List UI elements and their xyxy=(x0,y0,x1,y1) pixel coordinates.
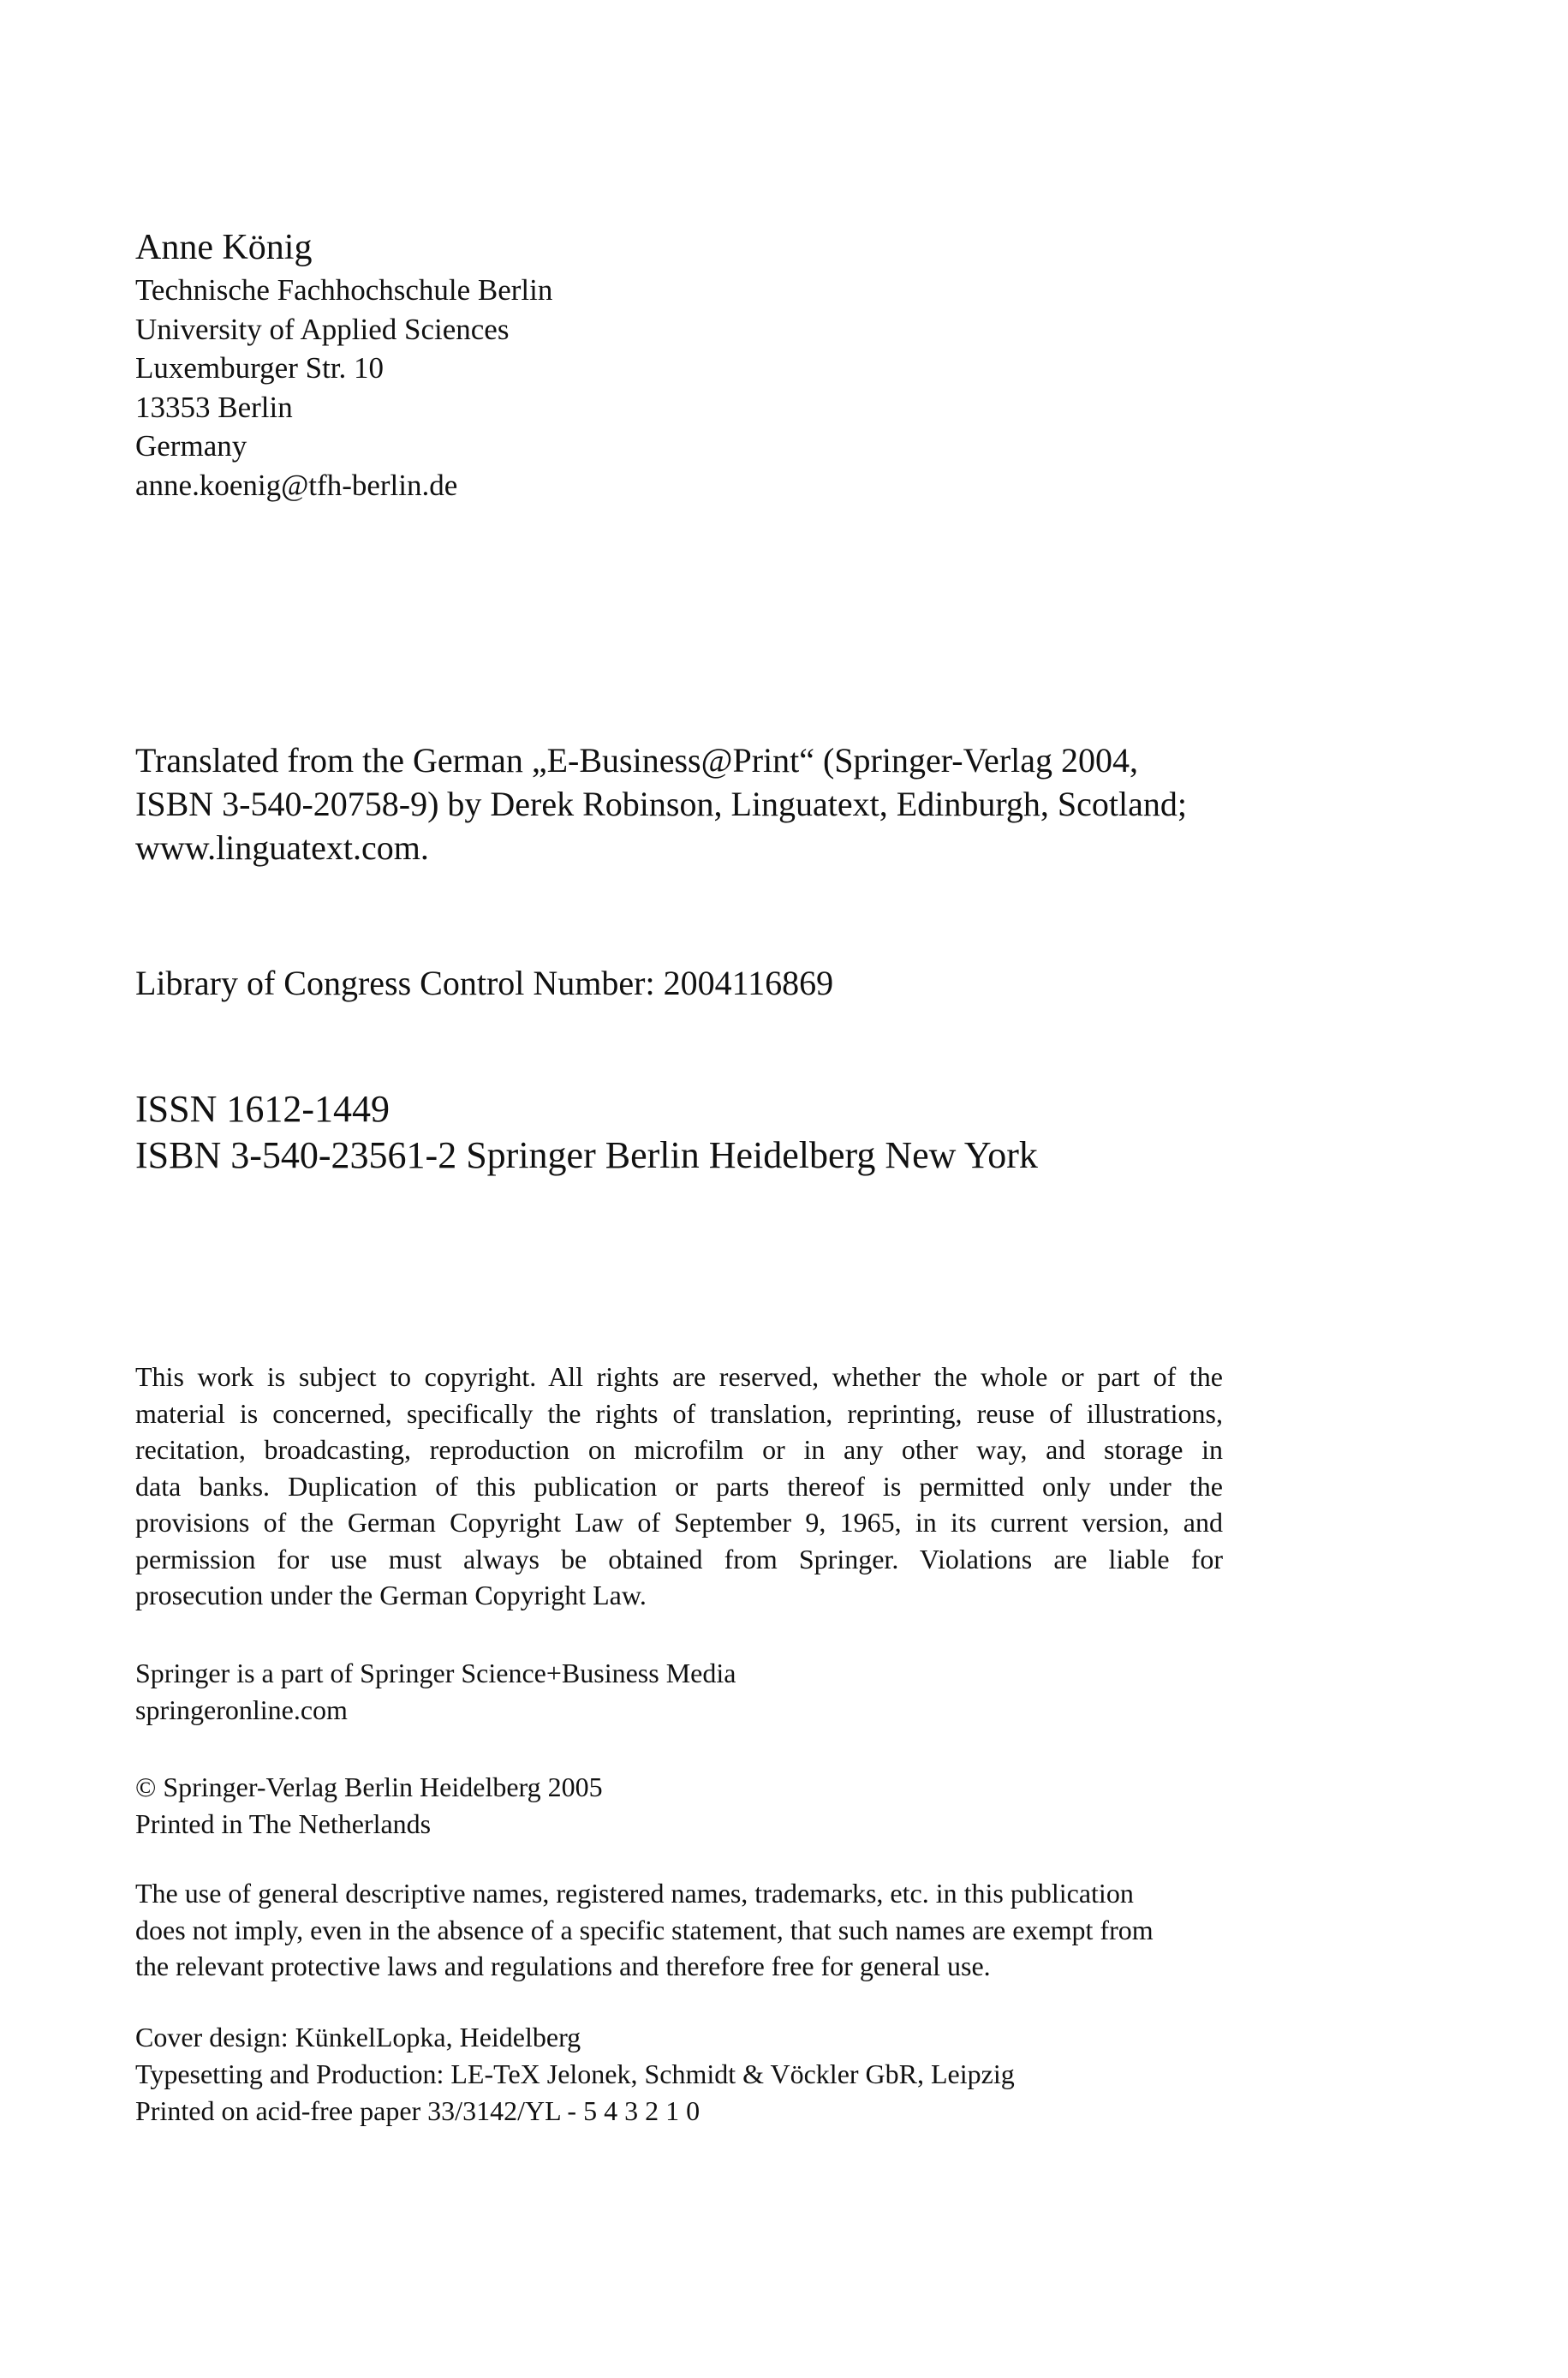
street-address: Luxemburger Str. 10 xyxy=(135,351,385,385)
translation-line: ISBN 3-540-20758-9) by Derek Robinson, Linguatext, Edinburgh, Scotland; xyxy=(135,785,1188,823)
usage-notice xyxy=(135,1875,1154,1985)
springer-info xyxy=(135,1655,736,1728)
translation-line: www.linguatext.com. xyxy=(135,828,429,867)
copyright-line: permission for use must always be obtained from Springer. Violations are liable for xyxy=(135,1543,1223,1574)
author-email: anne.koenig@tfh-berlin.de xyxy=(135,468,458,502)
translation-line: Translated from the German „E-Business@Print“ (Springer-Verlag 2004, xyxy=(135,741,1138,780)
usage-line: does not imply, even in the absence of a specific statement, that such names are exempt from xyxy=(135,1914,1154,1945)
copyright-line: data banks. Duplication of this publication or parts thereof is permitted only under the xyxy=(135,1470,1223,1502)
institution-subtitle: University of Applied Sciences xyxy=(135,312,510,346)
loc-control-number: Library of Congress Control Number: 2004116869 xyxy=(135,964,834,1002)
copyright-line: This work is subject to copyright. All rights are reserved, whether the whole or part of the xyxy=(135,1361,1223,1392)
author-name: Anne König xyxy=(135,228,313,267)
usage-line: The use of general descriptive names, registered names, trademarks, etc. in this publication xyxy=(135,1878,1134,1909)
copyright-line: recitation, broadcasting, reproduction on microfilm or in any other way, and storage in xyxy=(135,1434,1223,1465)
springer-affiliation: Springer is a part of Springer Science+Business Media xyxy=(135,1658,736,1688)
copyright-line: prosecution under the German Copyright Law. xyxy=(135,1580,647,1610)
issn-isbn-block xyxy=(135,1086,1038,1179)
paper-print-code: Printed on acid-free paper 33/3142/YL - 5 4 3 2 1 0 xyxy=(135,2095,701,2126)
translation-note xyxy=(135,738,1187,869)
usage-line: the relevant protective laws and regulations and therefore free for general use. xyxy=(135,1951,991,1981)
copyright-line: provisions of the German Copyright Law of September 9, 1965, in its current version, and xyxy=(135,1507,1223,1538)
isbn: ISBN 3-540-23561-2 Springer Berlin Heidelberg New York xyxy=(135,1134,1038,1176)
typesetting-credit: Typesetting and Production: LE-TeX Jelonek, Schmidt & Vöckler GbR, Leipzig xyxy=(135,2058,1015,2089)
copyright-notice xyxy=(135,1359,1223,1614)
institution-name: Technische Fachhochschule Berlin xyxy=(135,273,553,307)
printed-in: Printed in The Netherlands xyxy=(135,1807,432,1839)
author-address-block xyxy=(135,224,552,505)
production-credits xyxy=(135,2019,1015,2130)
publisher-info xyxy=(135,1769,603,1842)
library-of-congress-block xyxy=(135,961,833,1006)
country: Germany xyxy=(135,429,247,463)
copyright-line: material is concerned, specifically the rights of translation, reprinting, reuse of illustrations, xyxy=(135,1397,1223,1429)
postal-city: 13353 Berlin xyxy=(135,390,293,424)
cover-design-credit: Cover design: KünkelLopka, Heidelberg xyxy=(135,2022,581,2052)
copyright-statement: © Springer-Verlag Berlin Heidelberg 2005 xyxy=(135,1772,603,1802)
springer-website: springeronline.com xyxy=(135,1694,348,1725)
issn: ISSN 1612-1449 xyxy=(135,1088,391,1130)
